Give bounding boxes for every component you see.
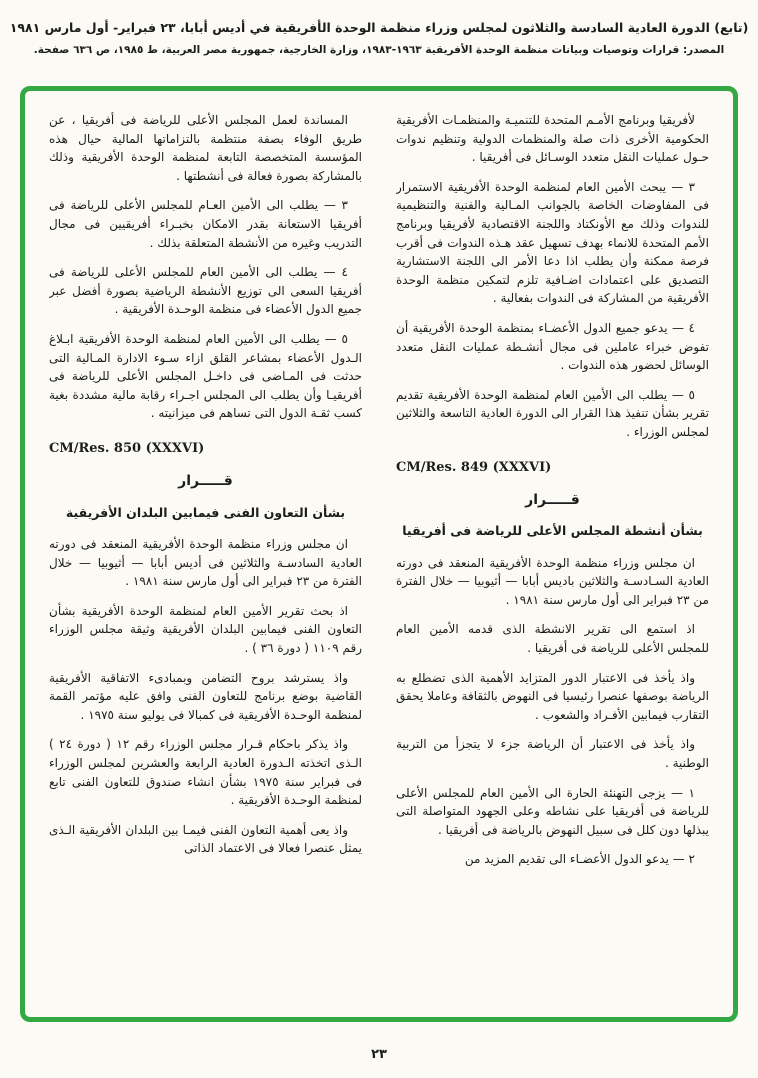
two-column-layout	[49, 111, 709, 1003]
paragraph: ان مجلس وزراء منظمة الوحدة الأفريقية المنعقد فى دورته العادية السادسـة والثلاثين فى أديس أبابا — أثيوبيا — خلال الفترة من ٢٣ فبراير الى أول مارس سنة ١٩٨١ .	[49, 537, 362, 589]
paragraph: ٣ — يبحث الأمين العام لمنظمة الوحدة الأفريقية الاستمرار فى المفاوضات الخاصة بالجوانب المـالية والفنية والتنظيمية للندوات وذلك مع الأونكتاد واللجنة الاقتصادية لأفريقيا وبرنامج الأمم المتحدة للانماء بهدف تسهيل عقد هـذه الندوات فى أقرب فرصة ممكنة وأن يطلب اذا دعا الأمر الى اللجنة الاستشارية التصديق على اعتمادات اضـافية تلزم لتمكين منظمة الوحدة الأفريقية من المشاركة فى الندوات بفعالية .	[396, 179, 709, 306]
resolution-subject: بشأن التعاون الفنى فيمابين البلدان الأفريقية	[65, 504, 346, 520]
resolution-code: CM/Res. 850 (XXXVI)	[49, 440, 205, 456]
right-column	[396, 111, 709, 1003]
content-border-box	[20, 86, 738, 1022]
resolution-heading: قـــــرار	[525, 491, 580, 508]
paragraph: واذ يعى أهمية التعاون الفنى فيمـا بين البلدان الأفريقية الـذى يمثل عنصرا فعالا فى الاعتماد الذاتى	[49, 822, 362, 856]
paragraph: اذ بحث تقرير الأمين العام لمنظمة الوحدة الأفريقية بشأن التعاون الفنى فيمابين البلدان الأفريقية وثيقة مجلس الوزراء رقم ١١٠٩ ( دورة ٣٦ ) .	[49, 603, 362, 656]
paragraph: ٤ — يدعو جميع الدول الأعضـاء بمنظمة الوحدة الأفريقية أن تفوض خبراء عاملين فى مجال أنشـطة عمليات النقل متعدد الوسائل لحضور هذه الندوات .	[396, 320, 709, 373]
paragraph: واذ يأخذ فى الاعتبار الدور المتزايد الأهمية الذى تضطلع به الرياضة بوصفها عنصرا رئيسيا فى النهوض بالثقافة وعاملا يحقق التقارب فيمابين الأفـراد والشعوب .	[396, 670, 709, 722]
paragraph: واذ يسترشد بروح التضامن وبمبادىء الاتفاقية الأفريقية القاضية بوضع برنامج للتعاون الفنى وافق عليه مؤتمر القمة لمنظمة الوحـدة الأفريقية فى كمبالا فى يوليو سنة ١٩٧٥ .	[49, 670, 362, 722]
header-title: (تابع) الدورة العادية السادسة والثلاثون لمجلس وزراء منظمة الوحدة الأفريقية في أديس أبابا، ٢٣ فبراير- أول مارس ١٩٨١	[9, 20, 749, 35]
paragraph: اذ استمع الى تقرير الانشطة الذى قدمه الأمين العام للمجلس الأعلى للرياضة فى أفريقيا .	[396, 622, 709, 656]
resolution-subject: بشأن أنشطة المجلس الأعلى للرياضة فى أفريقيا	[402, 523, 703, 539]
paragraph: لأفريقيا وبرنامج الأمـم المتحدة للتنميـة والمنظمـات الأفريقية الحكومية الأخرى ذات صلة والمنظمات الدولية وتنظيم ندوات حـول عمليات النقل متعدد الوسـائل فى أفريقيا .	[396, 113, 709, 165]
resolution-heading: قـــــرار	[178, 473, 233, 490]
paragraph: ٢ — يدعو الدول الأعضـاء الى تقديم المزيد من	[464, 852, 695, 867]
paragraph: ٣ — يطلب الى الأمين العـام للمجلس الأعلى للرياضة فى أفريقيا الاستعانة بقدر الامكان بخبـراء أفريقيين فى مجال التدريب وغيره من الأنشطة المتعلقة بذلك .	[49, 198, 362, 250]
resolution-code: CM/Res. 849 (XXXVI)	[396, 459, 552, 475]
paragraph: ان مجلس وزراء منظمة الوحدة الأفريقية المنعقد فى دورته العادية السـادسـة والثلاثين باديس أبابا — أثيوبيا — خلال الفترة من ٢٣ فبراير الى أول مارس سنة ١٩٨١ .	[396, 555, 709, 607]
header-source: المصدر: قرارات وتوصيات وبيانات منظمة الوحدة الأفريقية ١٩٦٣-١٩٨٣، وزارة الخارجية، جمهورية مصر العربية، ط ١٩٨٥، ص ٦٣٦ صفحة.	[33, 44, 725, 56]
paragraph: واذ يأخذ فى الاعتبار أن الرياضة جزء لا يتجزأ من التربية الوطنية .	[396, 737, 709, 771]
paragraph: ٤ — يطلب الى الأمين العام للمجلس الأعلى للرياضة فى أفريقيا السعى الى توزيع الأنشطة الرياضية بصورة أفضل عبر جميع الدول الأعضاء فى منظمة الوحـدة الأفريقية .	[49, 265, 362, 317]
paragraph: ٥ — يطلب الى الأمين العام لمنظمة الوحدة الأفريقية ابـلاغ الـدول الأعضاء بمشاعر القلق ازاء سـوء الادارة المـالية التى حدثت فى المـاضى فى داخـل المجلس الأعلى للرياضة فى أفريقيـا وأن يطلب الى المجلس اجـراء رقابة مالية مشددة بغية كسب ثقـة الدول التى تساهم فى ميزانيته .	[49, 331, 362, 421]
page-number: ٢٣	[371, 1047, 387, 1062]
paragraph: ١ — يزجى التهنئة الحارة الى الأمين العام للمجلس الأعلى للرياضة فى أفريقيا على نشاطه وعلى الجهود المتواصلة التى يبذلها دون كلل فى سبيل النهوض بالرياضة فى أفريقيا .	[396, 785, 709, 837]
paragraph: واذ يذكر باحكام قـرار مجلس الوزراء رقم ١٢ ( دورة ٢٤ ) الـذى اتخذته الـدورة العادية الرابعة والعشرين لمجلس الوزراء فى فبراير سنة ١٩٧٥ بشأن انشاء صندوق للتعاون الفنى تابع لمنظمة الوحـدة الأفريقية .	[49, 737, 362, 808]
left-column	[49, 111, 362, 1003]
page-header	[0, 0, 758, 56]
paragraph: ٥ — يطلب الى الأمين العام لمنظمة الوحدة الأفريقية تقديم تقرير بشأن تنفيذ هذا القرار الى الدورة العادية التاسعة والثلاثين لمجلس الوزراء .	[396, 387, 709, 439]
paragraph: المساندة لعمل المجلس الأعلى للرياضة فى أفريقيا ، عن طريق الوفاء بصفة منتظمة بالتزاماتها المالية حيال هذه المؤسسة المتخصصة التابعة لمنظمة الوحدة الأفريقية وذلك بالمشاركة بصورة فعالة فى أنشطتها .	[49, 113, 362, 183]
